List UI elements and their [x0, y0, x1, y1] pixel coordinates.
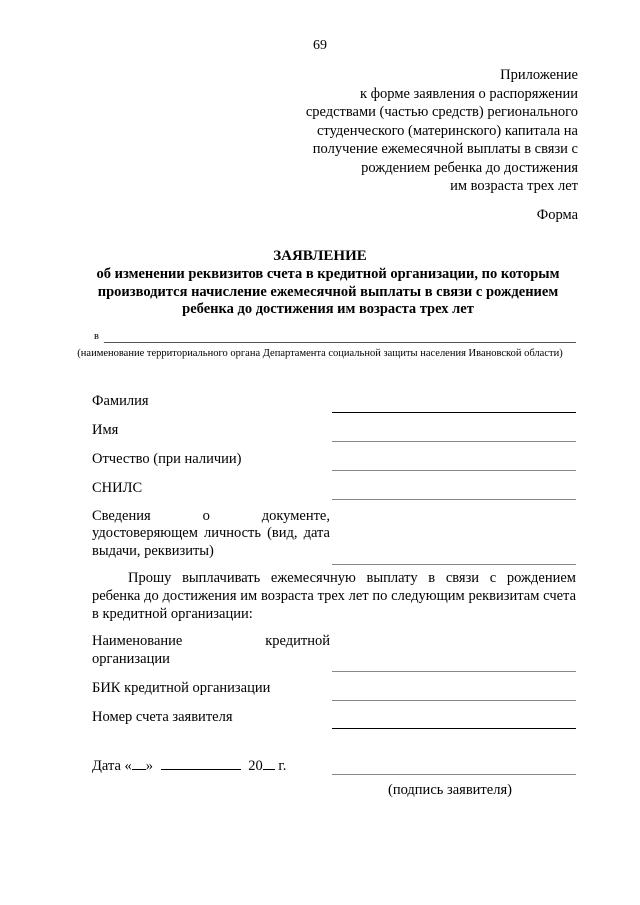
patronymic-label: Отчество (при наличии): [92, 451, 242, 467]
patronymic-field[interactable]: [332, 470, 576, 471]
recipient-prefix: в: [94, 331, 99, 342]
appendix-line: студенческого (материнского) капитала на: [317, 122, 578, 139]
snils-label: СНИЛС: [92, 480, 143, 496]
bik-field[interactable]: [332, 700, 576, 701]
appendix-line: к форме заявления о распоряжении: [359, 85, 578, 102]
document-subtitle: об изменении реквизитов счета в кредитной организации, по которым производится начисление ежемесячной выплаты в связи с рождением ребенка до достижения им возраста трех лет: [96, 266, 560, 317]
appendix-line: получение ежемесячной выплаты в связи с: [312, 141, 578, 157]
document-word: документе,: [261, 508, 330, 524]
appendix-header: [258, 66, 578, 196]
recipient-input-line[interactable]: [104, 342, 576, 343]
date-quote-close: »: [145, 758, 154, 774]
bank-name-field[interactable]: [332, 671, 576, 672]
request-paragraph: Прошу выплачивать ежемесячную выплату в связи с рождением ребенка до достижения им возраста трех лет по следующим реквизитам счета в кредитной организации:: [92, 570, 576, 622]
account-field[interactable]: [332, 728, 576, 729]
appendix-line: рождением ребенка до достижения: [361, 159, 578, 176]
date-prefix: Дата «: [92, 758, 132, 774]
page-number: 69: [313, 38, 327, 53]
name-label: Имя: [92, 422, 119, 438]
bank-name-label-line1: [92, 633, 330, 650]
signature-caption: (подпись заявителя): [388, 782, 512, 798]
document-word: Сведения: [92, 508, 151, 524]
date-year-prefix: 20: [248, 758, 263, 774]
bik-label: БИК кредитной организации: [92, 680, 271, 696]
document-word: о: [202, 508, 210, 524]
document-title: ЗАЯВЛЕНИЕ: [273, 248, 367, 264]
date-row: [92, 755, 286, 775]
snils-field[interactable]: [332, 499, 576, 500]
signature-field[interactable]: [332, 774, 576, 775]
date-year-field[interactable]: [263, 755, 275, 770]
document-label-line1: [92, 508, 330, 525]
document-label-rest: удостоверяющем личность (вид, дата выдачи, реквизиты): [92, 525, 330, 559]
surname-field[interactable]: [332, 412, 576, 413]
bank-name-word: кредитной: [265, 633, 330, 649]
surname-label: Фамилия: [92, 393, 149, 409]
document-field[interactable]: [332, 564, 576, 565]
form-label: Форма: [536, 207, 578, 223]
appendix-line: средствами (частью средств) регионального: [305, 104, 578, 120]
bank-name-word: Наименование: [92, 633, 183, 649]
date-day-field[interactable]: [132, 755, 146, 770]
date-suffix: г.: [278, 758, 287, 774]
appendix-line: им возраста трех лет: [450, 178, 578, 194]
bank-name-label-line2: организации: [92, 651, 170, 667]
appendix-line: Приложение: [500, 67, 578, 83]
date-month-field[interactable]: [161, 755, 241, 770]
recipient-caption: (наименование территориального органа Департамента социальной защиты населения Ивановской области): [77, 348, 563, 359]
name-field[interactable]: [332, 441, 576, 442]
account-label: Номер счета заявителя: [92, 709, 233, 725]
